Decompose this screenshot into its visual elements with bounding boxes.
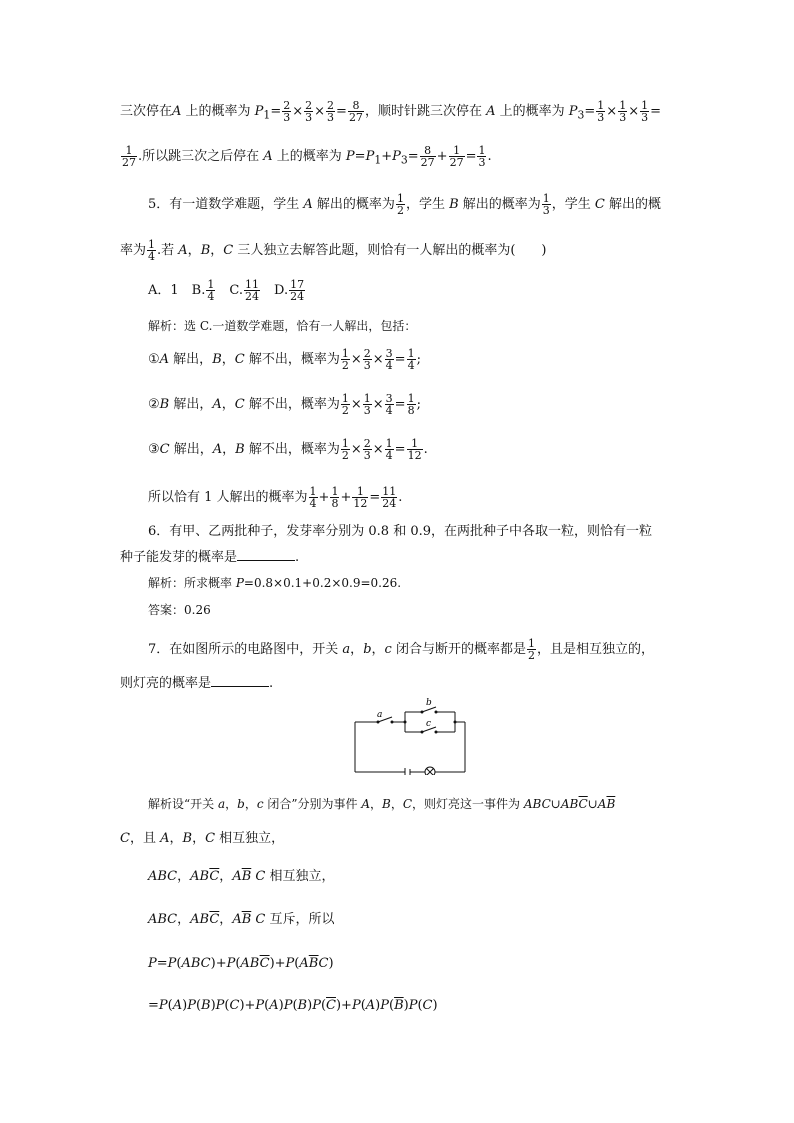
- text-line: 则灯亮的概率是 .: [120, 676, 274, 691]
- formula-line: $=P(A)P(B)P(C)+P(A)P(B)P(\overline{C})+P(A)P(\overline{B})P(C)$: [148, 998, 438, 1013]
- solution-line: 解析：选 C.一道数学难题，恰有一人解出，包括：: [148, 319, 417, 333]
- switch-c-label: c: [426, 719, 432, 729]
- solution-line: 解析设“开关 a，b，c 闭合”分别为事件 A，B，C，则灯亮这一事件为 $ABC\cup AB\overline{C}\cup A\overline{B}$: [148, 797, 616, 811]
- answer-line: 答案：0.26: [148, 603, 211, 617]
- text-line: C，且 A，B，C 相互独立，: [120, 831, 285, 846]
- solution-line: ABC，$AB\overline{C}$，$A\overline{B}$ C 相互独立，: [148, 869, 335, 884]
- solution-line: 所以恰有 1 人解出的概率为 $\frac{1}{4}$ + $\frac{1}{8}$ + $\frac{1}{12}$ = $\frac{11}{24}$ .: [148, 485, 403, 510]
- solution-line: ③C 解出，A，B 解不出，概率为 $\frac{1}{2}$ × $\frac{2}{3}$ × $\frac{1}{4}$ = $\frac{1}{12}$ .: [148, 437, 428, 462]
- circuit-diagram: [350, 695, 470, 775]
- switch-b-label: b: [426, 698, 432, 708]
- text-line: 三次停在A 上的概率为 $P_1=$ $\frac{2}{3}$ × $\frac{2}{3}$ × $\frac{2}{3}$ = $\frac{8}{27}$ ，顺时针跳三次停在 A 上的概率为 $P_3=$ $\frac{1}{3}$ × $\frac{1}{3}$ × $\frac{1}{3}$ =: [120, 99, 661, 124]
- switch-a-label: a: [377, 710, 383, 720]
- solution-line: ①A 解出，B，C 解不出，概率为 $\frac{1}{2}$ × $\frac{2}{3}$ × $\frac{3}{4}$ = $\frac{1}{4}$ ;: [148, 347, 421, 372]
- problem-5-options: A．1 B. $\frac{1}{4}$ C. $\frac{11}{24}$ D. $\frac{17}{24}$: [148, 278, 305, 303]
- problem-6-stem: 6．有甲、乙两批种子，发芽率分别为 0.8 和 0.9，在两批种子中各取一粒，则恰有一粒: [148, 524, 653, 539]
- text-line: $\frac{1}{27}$ .所以跳三次之后停在 A 上的概率为 $P=P_1+P_3=$ $\frac{8}{27}$ + $\frac{1}{27}$ = $\frac{1}{3}$ .: [122, 144, 492, 169]
- text-line: 率为 $\frac{1}{4}$ .若 A，B，C 三人独立去解答此题，则恰有一人解出的概率为( ): [120, 238, 547, 263]
- formula-line: $P=P(ABC)+P(AB\overline{C})+P(A\overline{B}C)$: [148, 956, 334, 971]
- problem-5-stem: 5．有一道数学难题，学生 A 解出的概率为 $\frac{1}{2}$ ，学生 B 解出的概率为 $\frac{1}{3}$ ，学生 C 解出的概: [148, 192, 662, 217]
- text-line: 种子能发芽的概率是 .: [120, 550, 300, 565]
- solution-line: ABC，$AB\overline{C}$，$A\overline{B}$ C 互斥，所以: [148, 912, 335, 927]
- problem-7-stem: 7．在如图所示的电路图中，开关 a，b，c 闭合与断开的概率都是 $\frac{1}{2}$ ，且是相互独立的，: [148, 637, 654, 662]
- solution-line: ②B 解出，A，C 解不出，概率为 $\frac{1}{2}$ × $\frac{1}{3}$ × $\frac{3}{4}$ = $\frac{1}{8}$ ;: [148, 392, 421, 417]
- solution-line: 解析：所求概率 P=0.8×0.1+0.2×0.9=0.26.: [148, 576, 402, 590]
